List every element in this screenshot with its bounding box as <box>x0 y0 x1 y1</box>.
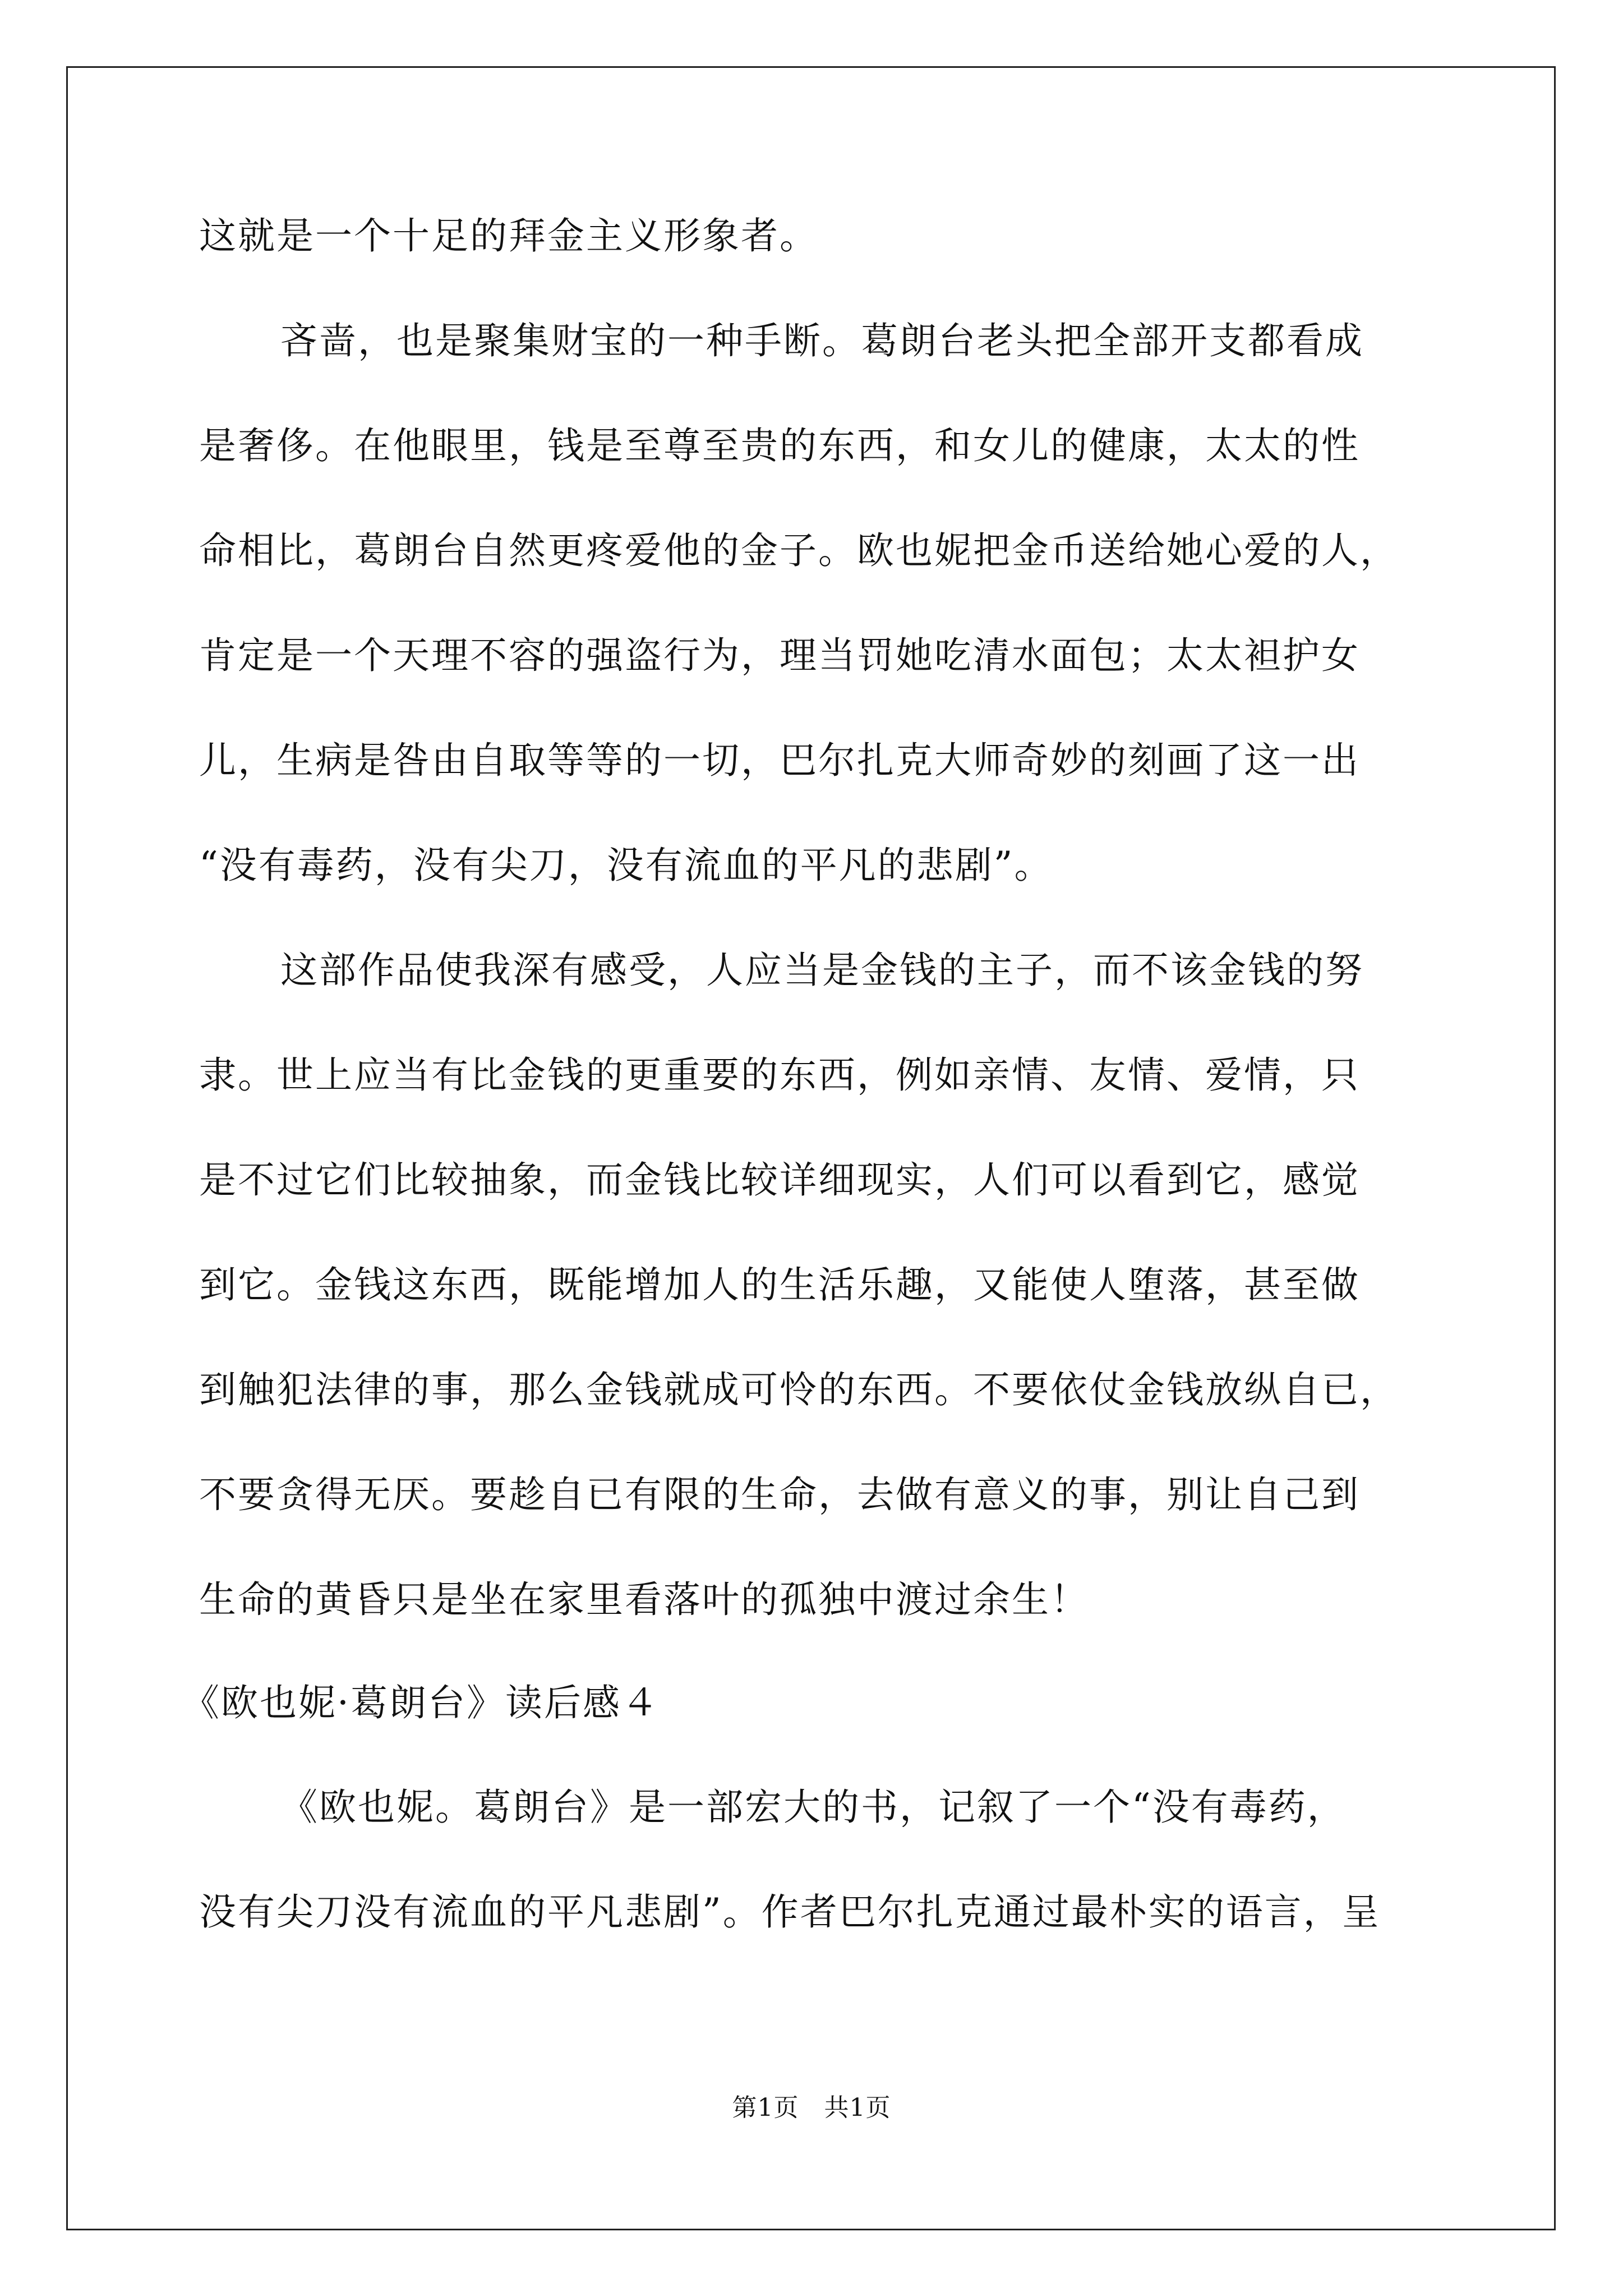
text-line: 到触犯法律的事，那么金钱就成可怜的东西。不要依仗金钱放纵自已， <box>199 1368 1399 1411</box>
paragraph-first-line: 《欧也妮。葛朗台》是一部宏大的书，记叙了一个“没有毒药， <box>280 1786 1346 1829</box>
text-line: 到它。金钱这东西，既能增加人的生活乐趣，又能使人堕落，甚至做 <box>199 1263 1360 1306</box>
text-line: 是奢侈。在他眼里，钱是至尊至贵的东西，和女儿的健康，太太的性 <box>199 424 1360 467</box>
text-line: 不要贪得无厌。要趁自已有限的生命，去做有意义的事，别让自己到 <box>199 1473 1360 1516</box>
text-line: 命相比，葛朗台自然更疼爱他的金子。欧也妮把金币送给她心爱的人， <box>199 529 1399 572</box>
paragraph-first-line: 吝啬，也是聚集财宝的一种手断。葛朗台老头把全部开支都看成 <box>280 319 1364 362</box>
text-line: 是不过它们比较抽象，而金钱比较详细现实，人们可以看到它，感觉 <box>199 1158 1360 1202</box>
text-line: 这就是一个十足的拜金主义形象者。 <box>199 214 818 257</box>
text-line: “没有毒药，没有尖刀，没有流血的平凡的悲剧”。 <box>199 844 1053 887</box>
section-heading: 《欧也妮·葛朗台》读后感４ <box>182 1681 660 1724</box>
text-line: 生命的黄昏只是坐在家里看落叶的孤独中渡过余生！ <box>199 1578 1089 1621</box>
text-line: 儿，生病是咎由自取等等的一切，巴尔扎克大师奇妙的刻画了这一出 <box>199 739 1360 782</box>
text-line: 隶。世上应当有比金钱的更重要的东西，例如亲情、友情、爱情，只 <box>199 1053 1360 1097</box>
text-line: 肯定是一个天理不容的强盗行为，理当罚她吃清水面包；太太袒护女 <box>199 634 1360 677</box>
text-line: 没有尖刀没有流血的平凡悲剧”。作者巴尔扎克通过最朴实的语言，呈 <box>199 1890 1381 1934</box>
page-footer: 第1页 共1页 <box>732 2093 891 2122</box>
paragraph-first-line: 这部作品使我深有感受，人应当是金钱的主子，而不该金钱的努 <box>280 949 1364 992</box>
